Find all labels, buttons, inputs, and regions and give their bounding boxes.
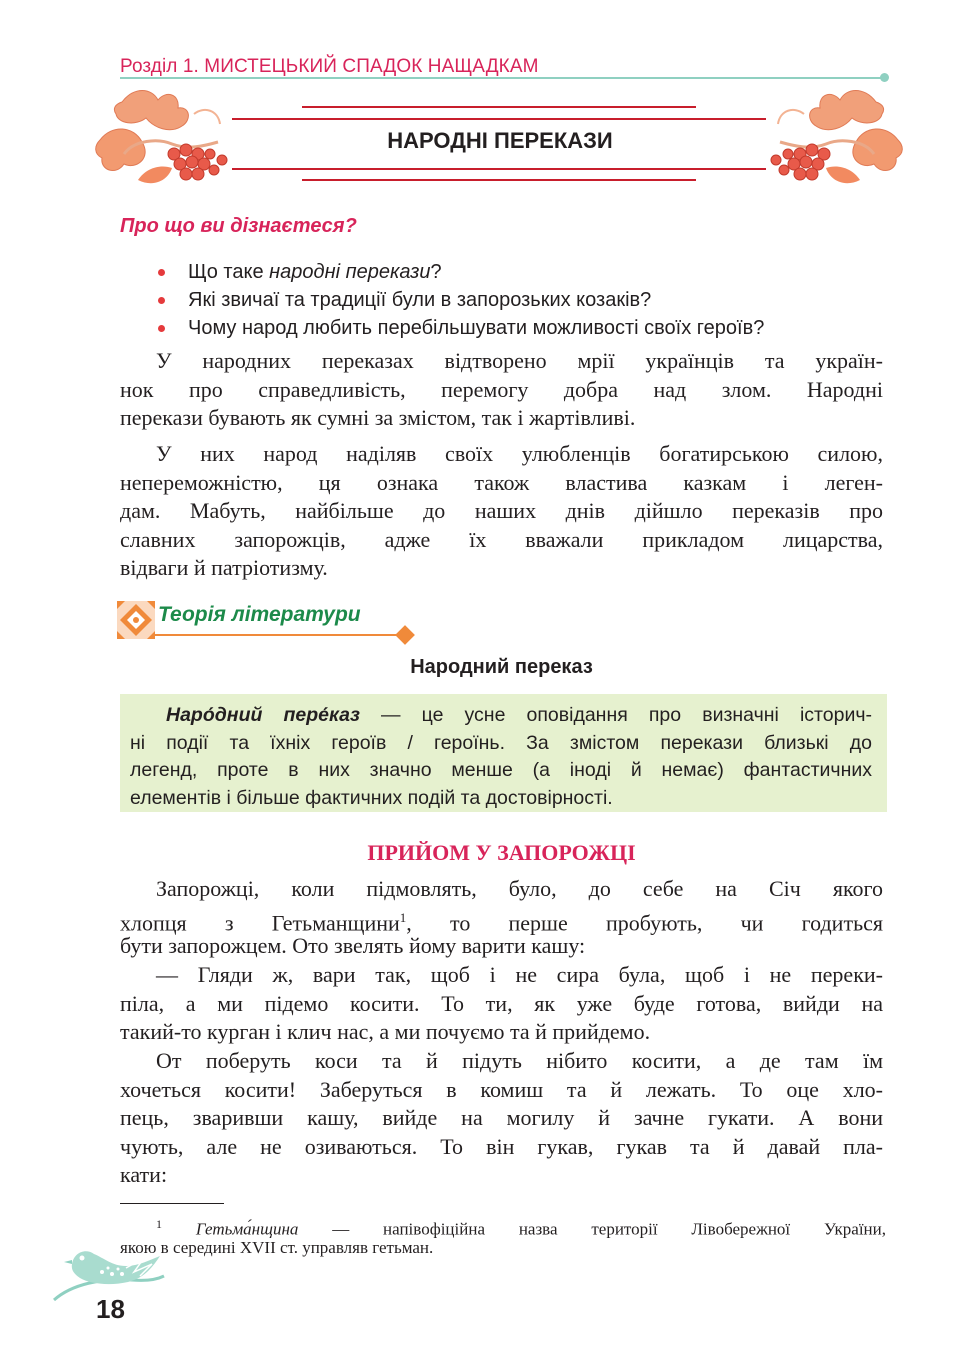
page-number: 18 [96,1294,125,1324]
theory-label: Теорія літератури [158,603,361,626]
story-paragraph-1: Запорожці, коли підмовлять, було, до себе на Січ якого хлопця з Гетьманщини$^1$, то перше пробують, чи годиться бути запорожцем. Ото звелять йому варити кашу: [120,876,883,958]
term: Наро́дний пере́каз [166,704,360,726]
definition-text: Наро́дний пере́каз — це усне оповідання про визначні історич- ні події та їхніх героїв / героїнь. За змістом перекази близькі до легенд, проте в них значно менше (а іноді й немає) фантастичних елементів і більше фактичних подій та достовірності. [130,704,872,809]
term-heading: Народний переказ [410,656,593,678]
list-item: Чому народ любить перебільшувати можливості своїх героїв? [158,314,764,342]
intro-paragraph-2: У них народ наділяв своїх улюбленців богатирською силою, непереможністю, ця ознака також властива казкам і леген- дам. Мабуть, найбільше до наших днів дійшло переказів про славних запорожців, адже їх вважали прикладом лицарства, відваги й патріотизму. [120,441,883,580]
bullet-icon [158,325,165,332]
list-item: Що таке народні перекази? [158,258,764,286]
bullet-icon [158,269,165,276]
viburnum-ornament-right-icon [762,84,904,190]
learn-list [158,258,764,342]
footnote: $^1$ Гетьма́нщина — напівофіційна назва території Лівобережної України, якою в середині XVII ст. управляв гетьман. [120,1217,886,1257]
footnote-ref: 1 [399,909,407,925]
theory-underline-diamond-icon [395,625,415,645]
title-rule-top [302,106,696,108]
page-title: НАРОДНІ ПЕРЕКАЗИ [387,128,613,153]
learn-heading: Про що ви дізнаєтеся? [120,215,357,237]
bullet-icon [158,297,165,304]
header-rule-dot [880,73,889,82]
list-item: Які звичаї та традиції були в запорозьких козаків? [158,286,764,314]
title-rule-bottom [302,179,696,181]
viburnum-ornament-left-icon [94,84,236,190]
story-title: ПРИЙОМ У ЗАПОРОЖЦІ [367,840,636,865]
title-rule-upper [232,118,766,120]
header-rule [120,77,886,79]
story-paragraph-3: От поберуть коси та й підуть нібито косити, а де там їм хочеться косити! Заберуться в комиш та й лежать. То оце хло- пець, зваривши кашу, вийде на могилу й зачне гукати. А вони чують, але не озиваються. То він гукав, гукав та й давай пла- кати: [120,1048,883,1187]
title-rule-lower [232,168,766,170]
theory-underline [152,634,400,636]
footnote-rule [120,1203,224,1204]
theory-ornament-icon [117,601,155,639]
story-paragraph-2: — Гляди ж, вари так, щоб і не сира була, щоб і не переки- піла, а ми підемо косити. То ти, як уже буде готова, вийди на такий-то курган і клич нас, а ми почуємо та й прийдемо. [120,962,883,1044]
footnote-term: Гетьма́нщина [195,1219,299,1239]
intro-paragraph-1: У народних переказах відтворено мрії українців та україн- нок про справедливість, перемогу добра над злом. Народні перекази бувають як сумні за змістом, так і жартівливі. [120,348,883,430]
section-header: Розділ 1. МИСТЕЦЬКИЙ СПАДОК НАЩАДКАМ [120,56,539,77]
